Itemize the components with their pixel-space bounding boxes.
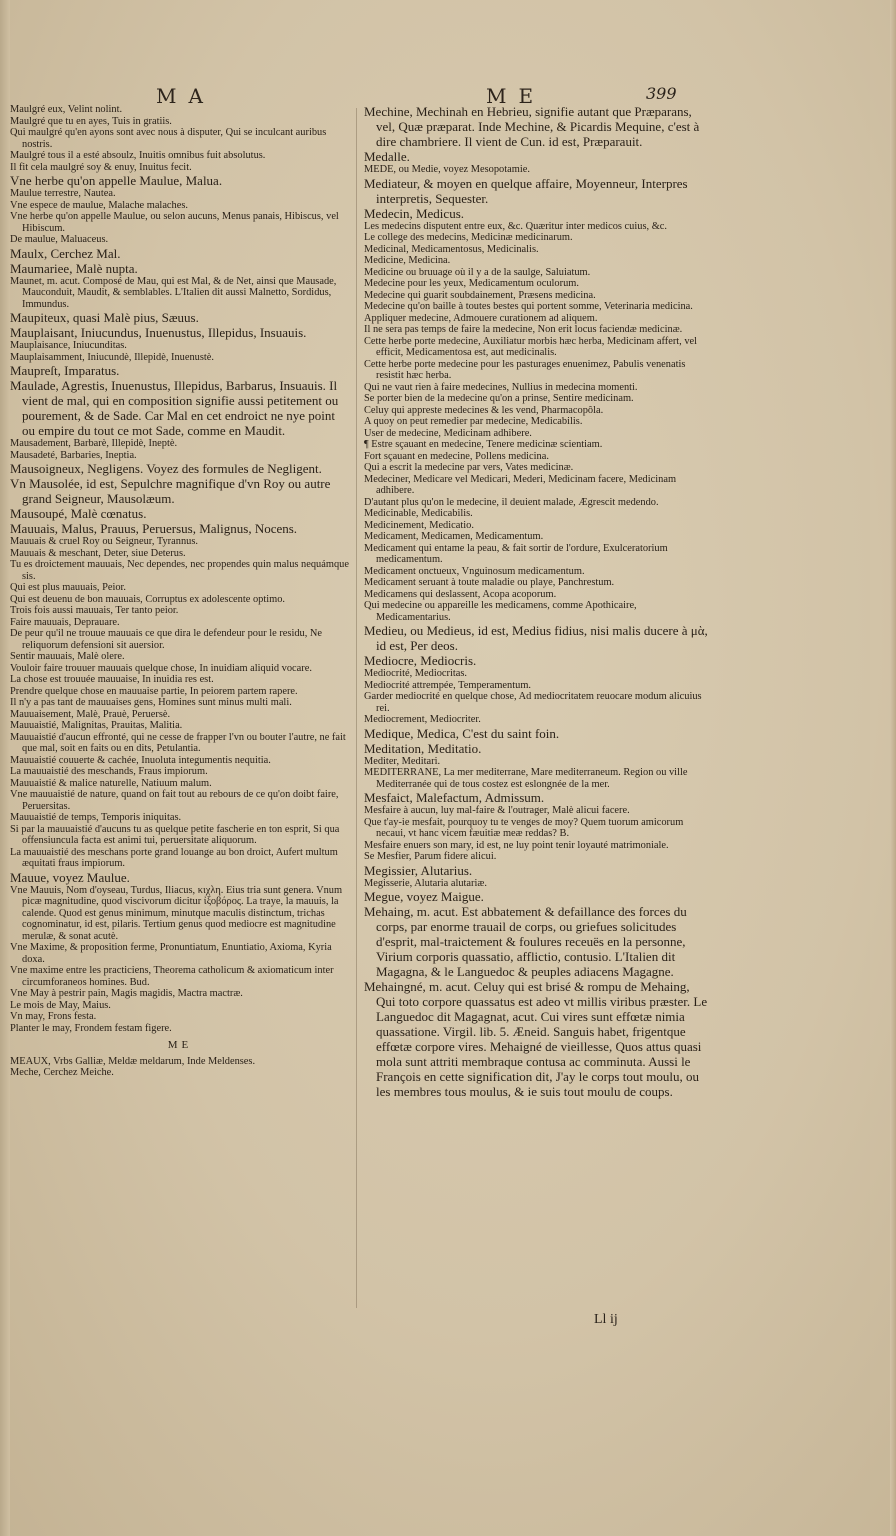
dictionary-entry: Medeciner, Medicare vel Medicari, Mederi, Medicinam facere, Medicinam adhibere. bbox=[364, 473, 677, 496]
dictionary-entry: Medicinable, Medicabilis. bbox=[364, 508, 473, 519]
dictionary-entry: Megissier, Alutarius. bbox=[364, 862, 473, 878]
dictionary-entry: Mehaing, m. acut. Est abbatement & defaillance des forces du corps, par enorme trauail de corps, ou griefues solicitudes d'esprit, mal-traictement & foulures receuës en la personne, Virium corporis quassatio, afflictio, contusio. L'Italien dit Magagna, & le Languedoc & peuples adiacens Magagne. bbox=[364, 904, 687, 979]
dictionary-entry: Meditation, Meditatio. bbox=[364, 740, 482, 756]
dictionary-entry: Mauue, voyez Maulue. bbox=[10, 869, 130, 885]
dictionary-entry: Maunet, m. acut. Composé de Mau, qui est Mal, & de Net, ainsi que Mausade, Mauconduit, Maudit, & semblables. L'Italien dit aussi Malnetto, Sordidus, Immundus. bbox=[10, 275, 337, 310]
dictionary-entry: Maupreſt, Imparatus. bbox=[10, 363, 120, 378]
dictionary-entry: Medieu, ou Medieus, id est, Medius fidius, nisi malis ducere à μὰ, id est, Per deos. bbox=[364, 623, 708, 653]
dictionary-entry: Vne espece de maulue, Malache malaches. bbox=[10, 199, 188, 211]
dictionary-entry: Les medecins disputent entre eux, &c. Quæritur inter medicos cuius, &c. bbox=[364, 220, 667, 232]
dictionary-entry: Vne mauuaistié de nature, quand on fait tout au rebours de ce qu'on doibt faire, Peruersitas. bbox=[10, 789, 339, 812]
dictionary-entry: Maulue terrestre, Nautea. bbox=[10, 188, 116, 199]
dictionary-entry: Fort sçauant en medecine, Pollens medicina. bbox=[364, 450, 549, 462]
dictionary-entry: MEDITERRANE, La mer mediterrane, Mare mediterraneum. Region ou ville Mediterranée qui de tous costez est eslongnée de la mer. bbox=[364, 767, 688, 790]
dictionary-entry: Celuy qui appreste medecines & les vend, Pharmacopôla. bbox=[364, 404, 604, 416]
dictionary-entry: MEAUX, Vrbs Galliæ, Meldæ meldarum, Inde Meldenses. bbox=[10, 1055, 256, 1067]
dictionary-entry: Mediocre, Mediocris. bbox=[364, 653, 477, 668]
dictionary-entry: La mauuaistié des meschans porte grand louange au bon droict, Aufert multum æquitati fraus impiorum. bbox=[10, 846, 338, 869]
dictionary-entry: Qui medecine ou appareille les medicamens, comme Apothicaire, Medicamentarius. bbox=[364, 600, 637, 623]
dictionary-entry: Maulgré tous il a esté absoulz, Inuitis omnibus fuit absolutus. bbox=[10, 150, 266, 161]
dictionary-entry: Medecin, Medicus. bbox=[364, 205, 465, 221]
left-column bbox=[10, 104, 350, 1334]
dictionary-entry: Trois fois aussi mauuais, Ter tanto peior. bbox=[10, 605, 179, 616]
dictionary-entry: De peur qu'il ne trouue mauuais ce que dira le defendeur pour le residu, Ne reliquorum defensioni sit auersior. bbox=[10, 628, 323, 651]
dictionary-entry: Maulx, Cerchez Mal. bbox=[10, 245, 121, 261]
dictionary-entry: Planter le may, Frondem festam figere. bbox=[10, 1022, 172, 1034]
dictionary-entry: Vne May à pestrir pain, Magis magidis, Mactra mactræ. bbox=[10, 988, 243, 999]
dictionary-entry: Mauplaisamment, Iniucundè, Illepidè, Inuenustè. bbox=[10, 351, 215, 363]
dictionary-entry: Medicine ou bruuage où il y a de la saulge, Saluiatum. bbox=[364, 266, 591, 278]
dictionary-entry: Se porter bien de la medecine qu'on a prinse, Sentire medicinam. bbox=[364, 393, 634, 404]
dictionary-entry: Maulade, Agrestis, Inuenustus, Illepidus, Barbarus, Insuauis. Il vient de mal, qui en composition signifie aussi petitement ou pourement, & de Sade. Car Mal en cet endroict ne nye point ou empire du tout ce mot Sade, comme en Maudit. bbox=[10, 378, 339, 438]
dictionary-entry: La mauuaistié des meschands, Fraus impiorum. bbox=[10, 766, 208, 777]
dictionary-entry: Vne Maxime, & proposition ferme, Pronuntiatum, Enuntiatio, Axioma, Kyria doxa. bbox=[10, 942, 332, 965]
dictionary-entry: Medicament qui entame la peau, & fait sortir de l'ordure, Exulceratorium medicamentum. bbox=[364, 542, 668, 565]
dictionary-entry: Vne Mauuis, Nom d'oyseau, Turdus, Iliacus, κιχλη. Eius tria sunt genera. Vnum picæ magnitudine, quod viscivorum dicitur ἰξοβόρος. La traye, la mauuis, la calende. Quod est genus minimum, minutque maculis distinctum, trichas cognominatur, id est, pilaris. Tertium genus quod mediocre est magnitudine merulæ, & sonat acutè. bbox=[10, 884, 343, 942]
dictionary-entry: Il fit cela maulgré soy & enuy, Inuitus fecit. bbox=[10, 161, 192, 173]
dictionary-entry: Mausoupé, Malè cœnatus. bbox=[10, 506, 147, 521]
dictionary-entry: Mausadement, Barbarè, Illepidè, Ineptè. bbox=[10, 438, 178, 449]
running-header-right: ME bbox=[486, 84, 546, 108]
dictionary-entry: Mesfaire à aucun, luy mal-faire & l'outrager, Malè alicui facere. bbox=[364, 805, 630, 816]
dictionary-entry: Tu es droictement mauuais, Nec dependes, nec propendes quin malus nequámque sis. bbox=[10, 559, 349, 582]
dictionary-entry: Mauuaistié d'aucun effronté, qui ne cesse de frapper l'vn ou bouter l'autre, ne fait que mal, soit en faits ou en dits, Petulantia. bbox=[10, 731, 346, 754]
dictionary-entry: Megisserie, Alutaria alutariæ. bbox=[364, 877, 487, 889]
dictionary-entry: MEDE, ou Medie, voyez Mesopotamie. bbox=[364, 164, 530, 175]
dictionary-entry: Medicine, Medicina. bbox=[364, 255, 451, 266]
dictionary-entry: Le college des medecins, Medicinæ medicinarum. bbox=[364, 232, 573, 243]
dictionary-entry: Appliquer medecine, Admouere curationem ad aliquem. bbox=[364, 312, 598, 324]
dictionary-entry: Mausoigneux, Negligens. Voyez des formules de Negligent. bbox=[10, 461, 322, 476]
dictionary-entry: Maupiteux, quasi Malè pius, Sæuus. bbox=[10, 310, 199, 325]
dictionary-entry: Qui a escrit la medecine par vers, Vates medicinæ. bbox=[364, 462, 574, 473]
dictionary-entry: Megue, voyez Maigue. bbox=[364, 889, 484, 904]
dictionary-entry: Medicament seruant à toute maladie ou playe, Panchrestum. bbox=[364, 577, 615, 588]
section-heading: ME bbox=[167, 1039, 193, 1051]
dictionary-entry: Maumariee, Malè nupta. bbox=[10, 260, 138, 276]
dictionary-entry: Vn may, Frons festa. bbox=[10, 1011, 97, 1022]
dictionary-entry: Mesfaire enuers son mary, id est, ne luy point tenir loyauté matrimoniale. bbox=[364, 839, 669, 851]
dictionary-entry: Sentir mauuais, Malè olere. bbox=[10, 651, 125, 662]
dictionary-entry: Mediter, Meditari. bbox=[364, 755, 441, 767]
dictionary-entry: Qui est plus mauuais, Peior. bbox=[10, 582, 127, 593]
dictionary-entry: Mauuaistié & malice naturelle, Natiuum malum. bbox=[10, 777, 212, 789]
signature-mark: Ll ij bbox=[594, 1312, 618, 1327]
dictionary-entry: Qui maulgré qu'en ayons sont avec nous à disputer, Qui se inculcant auribus nostris. bbox=[10, 127, 327, 150]
dictionary-entry: Mauuaisement, Malè, Prauè, Peruersè. bbox=[10, 708, 171, 720]
dictionary-entry: Si par la mauuaistié d'aucuns tu as quelque petite fascherie en ton esprit, Si qua offensiuncula facta est animi tui, peruersitate aliquorum. bbox=[10, 823, 340, 846]
dictionary-entry: Vn Mausolée, id est, Sepulchre magnifique d'vn Roy ou autre grand Seigneur, Mausolæum. bbox=[10, 476, 331, 506]
dictionary-entry: Mesfaict, Malefactum, Admissum. bbox=[364, 790, 545, 805]
dictionary-entry: Medique, Medica, C'est du saint foin. bbox=[364, 725, 560, 741]
dictionary-entry: Maulgré eux, Velint nolint. bbox=[10, 104, 123, 115]
dictionary-entry: Faire mauuais, Deprauare. bbox=[10, 616, 120, 628]
dictionary-entry: Que t'ay-ie mesfait, pourquoy tu te venges de moy? Quem tuorum amicorum necaui, vt hanc vicem fæuitiæ meæ reddas? B. bbox=[364, 816, 684, 839]
dictionary-entry: Medecine qui guarit soubdainement, Præsens medicina. bbox=[364, 289, 596, 301]
dictionary-entry: Cette herbe porte medecine pour les pasturages enuenimez, Pabulis venenatis resistit hæc herba. bbox=[364, 358, 686, 381]
dictionary-entry: Qui est deuenu de bon mauuais, Corruptus ex adolescente optimo. bbox=[10, 593, 286, 605]
dictionary-entry: Prendre quelque chose en mauuaise partie, In peiorem partem rapere. bbox=[10, 685, 298, 697]
dictionary-entry: Mediateur, & moyen en quelque affaire, Moyenneur, Interpres interpretis, Sequester. bbox=[364, 175, 688, 206]
dictionary-entry: Meche, Cerchez Meiche. bbox=[10, 1067, 114, 1078]
dictionary-entry: Mauuaistié couuerte & cachée, Inuoluta integumentis nequitia. bbox=[10, 754, 271, 766]
dictionary-entry: Mauplaisance, Iniucunditas. bbox=[10, 340, 127, 351]
dictionary-entry: A quoy on peut remedier par medecine, Medicabilis. bbox=[364, 416, 583, 427]
dictionary-entry: Vne herbe qu'on appelle Maulue, Malua. bbox=[10, 173, 223, 188]
dictionary-entry: Vne maxime entre les practiciens, Theorema catholicum & axiomaticum inter circumforaneos homines. Bud. bbox=[10, 965, 334, 988]
dictionary-entry: Medecine pour les yeux, Medicamentum oculorum. bbox=[364, 278, 579, 289]
dictionary-entry: Le mois de May, Maius. bbox=[10, 999, 111, 1011]
dictionary-entry: Mechine, Mechinah en Hebrieu, signifie autant que Præparans, vel, Quæ præparat. Inde Mechine, & Picardis Mequine, c'est à dire chambriere. Il vient de Cun. id est, Præparauit. bbox=[364, 104, 700, 149]
dictionary-entry: Mediocrité attrempée, Temperamentum. bbox=[364, 679, 531, 691]
dictionary-entry: Mediocrement, Mediocriter. bbox=[364, 714, 481, 725]
dictionary-entry: Qui ne vaut rien à faire medecines, Nullius in medecina momenti. bbox=[364, 381, 638, 393]
running-header-left: MA bbox=[156, 84, 215, 108]
dictionary-entry: Medicinal, Medicamentosus, Medicinalis. bbox=[364, 243, 539, 255]
dictionary-entry: Maulgré que tu en ayes, Tuis in gratiis. bbox=[10, 115, 172, 127]
page-number: 399 bbox=[646, 84, 677, 103]
dictionary-entry: Il ne sera pas temps de faire la medecine, Non erit locus faciendæ medicinæ. bbox=[364, 324, 683, 335]
dictionary-entry: Mauuaistié, Malignitas, Prauitas, Malitia. bbox=[10, 720, 183, 731]
dictionary-entry: Il n'y a pas tant de mauuaises gens, Homines sunt minus multi mali. bbox=[10, 697, 292, 708]
dictionary-entry: Medalle. bbox=[364, 149, 410, 164]
dictionary-entry: Medicament onctueux, Vnguinosum medicamentum. bbox=[364, 565, 585, 577]
dictionary-entry: Mauuais & meschant, Deter, siue Deterus. bbox=[10, 547, 186, 559]
dictionary-entry: De maulue, Maluaceus. bbox=[10, 234, 109, 245]
dictionary-entry: D'autant plus qu'on le medecine, il deuient malade, Ægrescit medendo. bbox=[364, 496, 659, 508]
dictionary-entry: Garder mediocrité en quelque chose, Ad mediocritatem reuocare modum alicuius rei. bbox=[364, 691, 702, 714]
dictionary-entry: Medecine qu'on baille à toutes bestes qui portent somme, Veterinaria medicina. bbox=[364, 301, 693, 312]
dictionary-entry: Mauplaisant, Iniucundus, Inuenustus, Illepidus, Insuauis. bbox=[10, 325, 307, 340]
dictionary-entry: User de medecine, Medicinam adhibere. bbox=[364, 427, 532, 439]
dictionary-entry: La chose est trouuée mauuaise, In inuidia res est. bbox=[10, 674, 214, 685]
dictionary-entry: Cette herbe porte medecine, Auxiliatur morbis hæc herba, Medicinam affert, vel efficit, Medicamentosa est, aut medicinalis. bbox=[364, 335, 698, 358]
dictionary-entry: Mausadeté, Barbaries, Ineptia. bbox=[10, 449, 137, 461]
dictionary-entry: Mauuaistié de temps, Temporis iniquitas. bbox=[10, 812, 182, 823]
dictionary-entry: Mehaingné, m. acut. Celuy qui est brisé & rompu de Mehaing, Qui toto corpore quassatus est adeo vt millis viribus præster. Le Languedoc dit Magagnat, acut. Cui vires sunt effœtæ nimia quassatione. Virgil. lib. 5. Æneid. Sanguis habet, frigentque effœtæ corpore vires. Mehaigné de vieillesse, Quos attus quasi mola sunt attriti membraque contusa ac comminuta. Aussi le François en cette signification dit, J'ay le corps tout moulu, ou les membres tous moulus, & ie suis tout moulu de coups. bbox=[364, 979, 708, 1099]
page-right-edge bbox=[890, 0, 896, 1536]
right-column bbox=[364, 104, 710, 1344]
dictionary-entry: Vouloir faire trouuer mauuais quelque chose, In inuidiam aliquid vocare. bbox=[10, 662, 312, 674]
dictionary-entry: Mauuais, Malus, Prauus, Peruersus, Malignus, Nocens. bbox=[10, 521, 298, 536]
dictionary-entry: Vne herbe qu'on appelle Maulue, ou selon aucuns, Menus panais, Hibiscus, vel Hibiscum. bbox=[10, 211, 339, 234]
dictionary-entry: Medicinement, Medicatio. bbox=[364, 519, 474, 531]
dictionary-entry: Medicamens qui deslassent, Acopa acoporum. bbox=[364, 588, 557, 600]
dictionary-entry: ¶ Estre sçauant en medecine, Tenere medicinæ scientiam. bbox=[364, 439, 603, 450]
dictionary-entry: Mediocrité, Mediocritas. bbox=[364, 668, 468, 679]
dictionary-entry: Medicament, Medicamen, Medicamentum. bbox=[364, 531, 544, 542]
page-left-edge bbox=[0, 0, 10, 1536]
dictionary-entry: Mauuais & cruel Roy ou Seigneur, Tyrannus. bbox=[10, 536, 198, 547]
column-divider bbox=[356, 108, 357, 1308]
dictionary-entry: Se Mesfier, Parum fidere alicui. bbox=[364, 851, 497, 862]
